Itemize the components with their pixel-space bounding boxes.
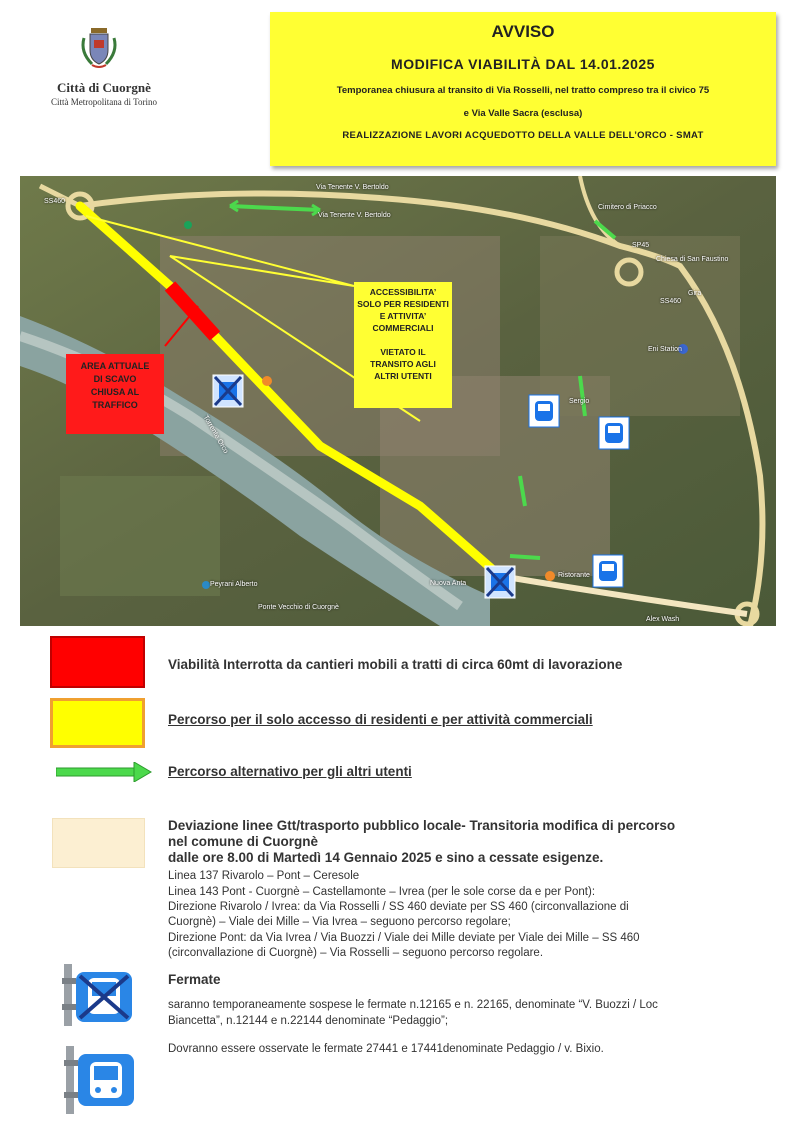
notice-title: AVVISO (491, 22, 555, 41)
legend-closure-text: Viabilità Interrotta da cantieri mobili a tratti di circa 60mt di lavorazione (168, 657, 623, 672)
bus-stop-icon (528, 394, 560, 428)
deviation-line-3: Direzione Rivarolo / Ivrea: da Via Rosselli / SS 460 deviate per SS 460 (circonvallazione di (168, 901, 629, 913)
deviation-line-6: (circonvallazione di Cuorgnè) – Via Rosselli – seguono percorso regolare. (168, 947, 544, 959)
bus-stop-icon (64, 1046, 136, 1119)
map-label-sp45: SP45 (632, 242, 650, 249)
city-subtitle: Città Metropolitana di Torino (51, 97, 157, 107)
residents-access-callout: ACCESSIBILITA’ SOLO PER RESIDENTI E ATTIVITA’ COMMERCIALI VIETATO IL TRANSITO AGLI ALTRI UTENTI (354, 282, 452, 408)
map-label-ss460-a: SS460 (44, 198, 66, 205)
notice-line-2: e Via Valle Sacra (esclusa) (463, 108, 583, 119)
legend-alternative-text: Percorso alternativo per gli altri utenti (168, 764, 412, 779)
legend-swatch-residents (50, 698, 145, 748)
map-label-peyrani: Peyrani Alberto (210, 581, 258, 588)
map-label-gira: Gira (688, 290, 702, 297)
map-label-ss460-b: SS460 (660, 298, 682, 305)
notice-box (270, 12, 776, 166)
map-label-alex: Alex Wash (646, 616, 680, 623)
map-label-nuova: Nuova Anta (430, 580, 467, 587)
notice-line-3: REALIZZAZIONE LAVORI ACQUEDOTTO DELLA VALLE DELL’ORCO - SMAT (342, 130, 704, 141)
legend-swatch-closure (50, 636, 145, 688)
bus-stop-suspended-icon (212, 374, 244, 408)
bus-stop-suspended-icon (62, 964, 134, 1031)
closure-area-callout: AREA ATTUALE DI SCAVO CHIUSA AL TRAFFICO (66, 354, 164, 434)
map-label-torrente: Torrente Orco (201, 414, 230, 455)
bus-stop-suspended-icon (484, 565, 516, 599)
bus-stop-icon (592, 554, 624, 588)
deviation-line-1: Linea 137 Rivarolo – Pont – Ceresole (168, 870, 360, 882)
deviation-line-5: Direzione Pont: da Via Ivrea / Via Buozzi / Viale dei Mille deviate per Viale dei Mille – SS 460 (168, 932, 640, 944)
city-crest-icon (78, 24, 120, 70)
map-label-ponte: Ponte Vecchio di Cuorgnè (258, 604, 339, 611)
map-label-chiesa: Chiesa di San Faustino (656, 256, 729, 263)
fermate-suspended-line-1: saranno temporaneamente sospese le fermate n.12165 e n. 22165, denominate “V. Buozzi / Loc (168, 999, 658, 1011)
bus-stop-icon (598, 416, 630, 450)
fermate-active-text: Dovranno essere osservate le fermate 27441 e 17441denominate Pedaggio / v. Bixio. (168, 1043, 604, 1055)
green-arrow-icon (56, 762, 152, 787)
legend-residents-text: Percorso per il solo accesso di residenti e per attività commerciali (168, 712, 593, 727)
fermate-heading: Fermate (168, 972, 221, 987)
deviation-line-4: Cuorgnè) – Viale dei Mille – Via Ivrea – seguono percorso regolare; (168, 916, 511, 928)
map-label-cimitero: Cimitero di Priacco (598, 204, 657, 211)
notice-line-1: Temporanea chiusura al transito di Via Rosselli, nel tratto compreso tra il civico 75 (336, 85, 710, 96)
deviation-heading: Deviazione linee Gtt/trasporto pubblico locale- Transitoria modifica di percorso nel comune di Cuorgnè dalle ore 8.00 di Martedì 14 Gennaio 2025 e sino a cessate esigenze. (168, 818, 676, 865)
city-name: Città di Cuorgnè (57, 80, 151, 95)
map-label-eni: Eni Station (648, 346, 682, 353)
deviation-line-2: Linea 143 Pont - Cuorgnè – Castellamonte – Ivrea (per le sole corse da e per Pont): (168, 886, 596, 898)
legend-swatch-bus-deviation (52, 818, 145, 868)
map-label-road-1: Via Tenente V. Bertoldo (316, 184, 389, 191)
map-label-road-2: Via Tenente V. Bertoldo (318, 212, 391, 219)
fermate-suspended-line-2: Biancetta”, n.12144 e n.22144 denominate “Pedaggio”; (168, 1015, 449, 1027)
notice-subtitle: MODIFICA VIABILITÀ DAL 14.01.2025 (391, 56, 655, 72)
map-label-sergio: Sergio (569, 398, 590, 405)
map-label-ristorante: Ristorante (558, 572, 590, 579)
